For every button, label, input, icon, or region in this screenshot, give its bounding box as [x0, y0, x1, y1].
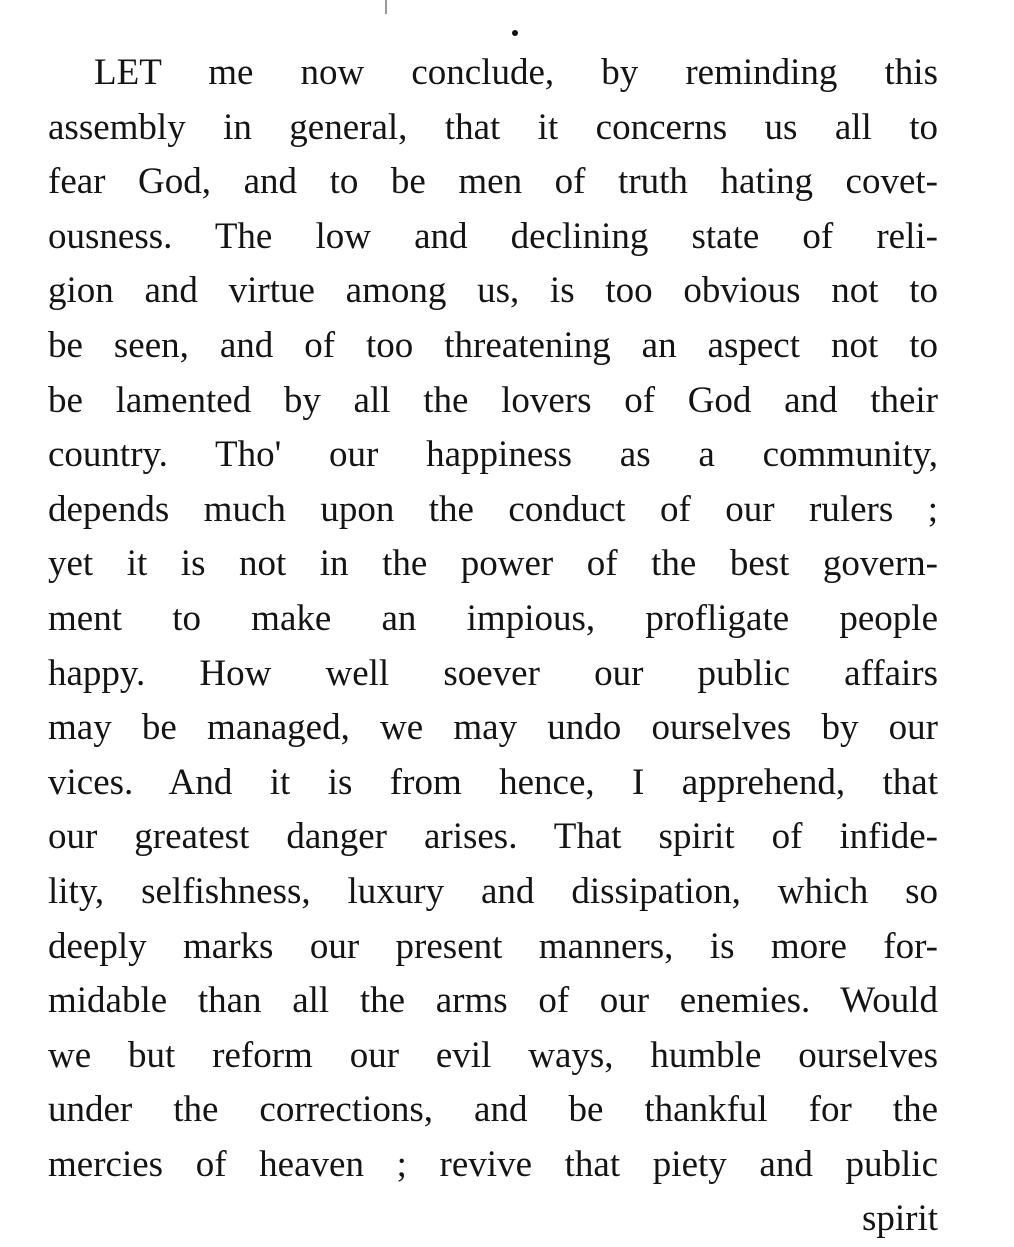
text-line: be lamented by all the lovers of God and their	[48, 379, 938, 421]
text-line: ousness. The low and declining state of reli-	[48, 215, 938, 257]
text-line: midable than all the arms of our enemies. Would	[48, 980, 938, 1022]
top-edge-rule	[385, 0, 387, 14]
text-line: mercies of heaven ; revive that piety and public	[48, 1143, 938, 1185]
text-line: yet it is not in the power of the best govern-	[48, 543, 938, 585]
text-line: fear God, and to be men of truth hating covet-	[48, 161, 938, 203]
text-line: lity, selfishness, luxury and dissipation, which so	[48, 870, 938, 912]
text-line: gion and virtue among us, is too obvious not to	[48, 270, 938, 312]
text-line: our greatest danger arises. That spirit of infide-	[48, 816, 938, 858]
text-line: happy. How well soever our public affairs	[48, 652, 938, 694]
ink-mark	[512, 30, 518, 36]
text-line: may be managed, we may undo ourselves by our	[48, 707, 938, 749]
text-line: under the corrections, and be thankful for the	[48, 1089, 938, 1131]
text-line: LET me now conclude, by reminding this	[94, 52, 938, 93]
text-line: deeply marks our present manners, is more for-	[48, 925, 938, 967]
text-line: country. Tho' our happiness as a community,	[48, 434, 938, 476]
body-text	[48, 46, 938, 1247]
text-line: vices. And it is from hence, I apprehend, that	[48, 761, 938, 803]
text-line: be seen, and of too threatening an aspect not to	[48, 324, 938, 366]
catchword: spirit	[861, 1198, 938, 1240]
text-line: ment to make an impious, profligate people	[48, 597, 938, 639]
text-line: depends much upon the conduct of our rulers ;	[48, 488, 938, 530]
text-line: assembly in general, that it concerns us all to	[48, 106, 938, 148]
text-line: we but reform our evil ways, humble ourselves	[48, 1034, 938, 1076]
